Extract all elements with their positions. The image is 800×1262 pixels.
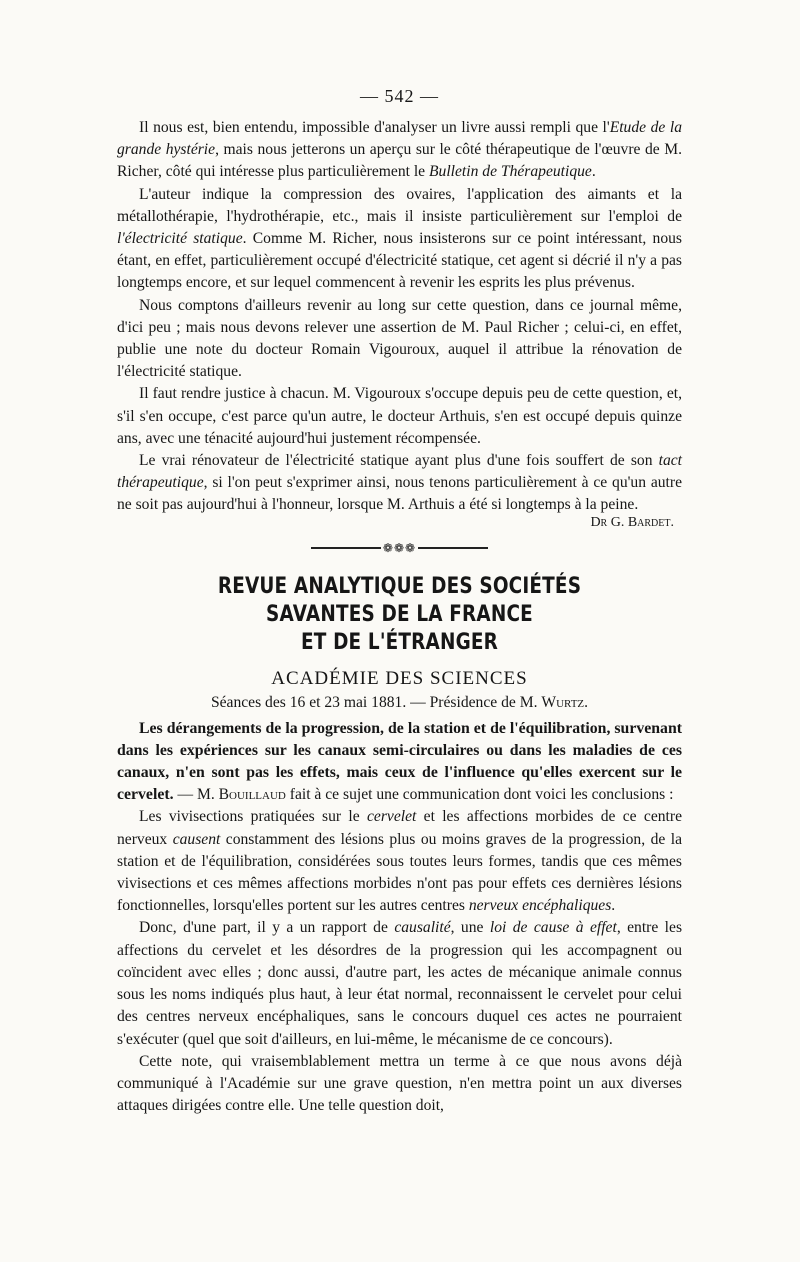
text-span: — M. [173, 786, 219, 804]
ornamental-rule [117, 541, 682, 556]
journal-title-italic: Bulletin de Thérapeutique [429, 163, 592, 181]
emphasis-italic: causalité [394, 919, 451, 937]
text-span: . [584, 693, 589, 711]
text-span: Il nous est, bien entendu, impossible d'analyser un livre aussi rempli que l' [139, 119, 610, 136]
page-content [117, 86, 682, 1117]
text-span: , une [450, 919, 490, 937]
text-span: , si l'on peut s'exprimer ainsi, nous tenons particulièrement à ce qu'un autre ne soit pas aujourd'hui à l'honneur, lorsque M. Arthuis a été si longtemps à la peine. [117, 474, 682, 514]
ornament-icon: ❁❁❁ [382, 540, 417, 555]
text-span: , mais nous jetterons un aperçu sur le côté thérapeutique de l'œuvre de M. Richer, côté qui intéresse plus particulièrement le [117, 141, 682, 181]
paragraph-4: Il faut rendre justice à chacun. M. Vigouroux s'occupe depuis peu de cette question, et, s'il s'en occupe, c'est parce qu'un autre, le docteur Arthuis, s'en est occupé depuis quinze ans, avec une ténacité aujourd'hui justement récompensée. [117, 385, 682, 447]
text-span: Donc, d'une part, il y a un rapport de [139, 919, 395, 937]
section-subtitle: ET DE L'ÉTRANGER [300, 628, 499, 655]
emphasis-italic: l'électricité statique [117, 230, 243, 248]
text-span: . [591, 163, 596, 181]
paragraph-7 [117, 917, 682, 1050]
author-name: Bouillaud [218, 786, 286, 804]
emphasis-italic: cervelet [366, 808, 417, 826]
text-span: , entre les affections du cervelet et les désordres de la progression qui les accompagnent ou coïncident avec elles ; donc aussi, d'autre part, les actes de mécanique animale connus sous les noms indiqués plus haut, à leur état normal, reconnaissent le cervelet pour celui des centres nerveux encéphaliques, sans le concours duquel ces actes ne pourraient s'exécuter (quel que soit d'ailleurs, en lui-même, le mécanisme de ce concours). [117, 919, 683, 1048]
section-title: REVUE ANALYTIQUE DES SOCIÉTÉS SAVANTES DE LA FRANCE [217, 572, 582, 627]
rule-line [418, 547, 488, 549]
paragraph-3: Nous comptons d'ailleurs revenir au long sur cette question, dans ce journal même, d'ici peu ; mais nous devons relever une assertion de M. Paul Richer ; celui-ci, en effet, publie une note du docteur Romain Vigouroux, auquel il attribue la rénovation de l'électricité statique. [117, 296, 682, 381]
text-span: et les affections morbides de ce centre nerveux [117, 808, 682, 848]
page-number: — 542 — [360, 86, 439, 106]
text-span: . Comme M. Richer, nous insisterons sur ce point intéressant, nous étant, en effet, particulièrement occupé d'électricité statique, cet agent si décrié il n'y a pas longtemps encore, et sur lequel commencent à revenir les esprits les plus prévenus. [117, 230, 683, 292]
paragraph-6 [117, 806, 682, 917]
paragraph-8: Cette note, qui vraisemblablement mettra un terme à ce que nous avons déjà communiqué à l'Académie sur une grave question, n'en mettra point un aux diverses attaques dirigées contre elle. Une telle question doit, [117, 1052, 682, 1115]
academy-heading: ACADÉMIE DES SCIENCES [271, 667, 528, 689]
text-span: Séances des 16 et 23 mai 1881. — Présidence de M. [210, 693, 542, 711]
text-span: L'auteur indique la compression des ovaires, l'application des aimants et la métallothérapie, l'hydrothérapie, etc., mais il insiste particulièrement sur l'emploi de [117, 185, 682, 225]
paragraph-2 [117, 184, 682, 295]
session-line [117, 694, 682, 712]
article-paragraph [117, 718, 682, 807]
emphasis-italic: causent [172, 830, 221, 848]
president-name: Wurtz [541, 693, 585, 711]
text-span: constamment des lésions plus ou moins graves de la progression, de la station et de l'équilibration, considérées sous toutes leurs formes, tandis que ces mêmes vivisections et ces mêmes affections morbides n'ont pas pour effets ces dernières lésions fonctionnelles, lorsqu'elles portent sur les autres centres [117, 830, 683, 915]
emphasis-italic: nerveux encéphaliques [468, 897, 612, 915]
rule-line [311, 547, 381, 549]
text-span: Les vivisections pratiquées sur le [139, 808, 367, 826]
paragraph-5 [117, 450, 682, 517]
book-title-italic: Etude de la grande hystérie [117, 119, 682, 159]
text-span: Le vrai rénovateur de l'électricité statique ayant plus d'une fois souffert de son [139, 452, 659, 470]
emphasis-italic: tact thérapeutique [117, 452, 682, 492]
paragraph-1 [117, 117, 682, 184]
article-title: Les dérangements de la progression, de la station et de l'équilibration, survenant dans les expériences sur les canaux semi-circulaires ou dans les maladies de ces canaux, n'en sont pas les effets, mais ceux de l'influence qu'elles exercent sur le cervelet. [117, 719, 682, 804]
text-span: . [611, 897, 616, 915]
author-signature: Dr G. Bardet. [590, 514, 674, 530]
text-span: fait à ce sujet une communication dont voici les conclusions : [285, 786, 674, 804]
emphasis-italic: loi de cause à effet [489, 919, 617, 937]
